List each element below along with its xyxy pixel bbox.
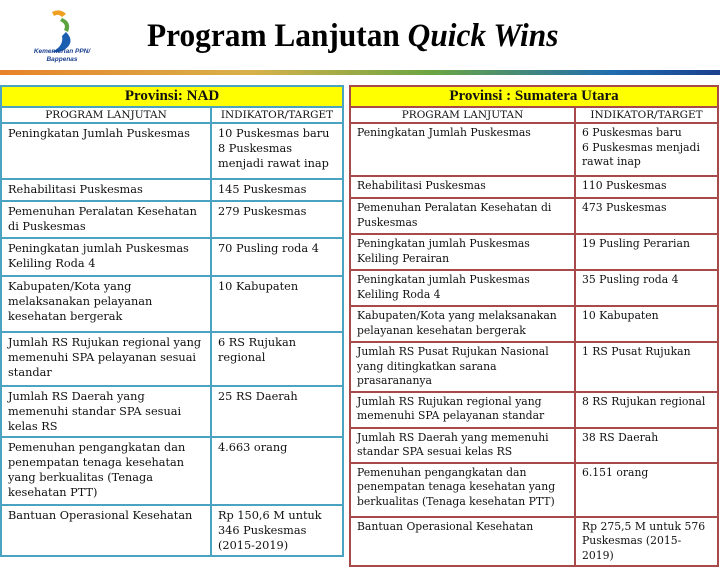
program-cell: Jumlah RS Rujukan regional yang memenuhi SPA pelayanan standar	[350, 392, 575, 428]
page-title	[147, 18, 558, 55]
indikator-cell: 6.151 orang	[575, 463, 718, 517]
program-cell: Kabupaten/Kota yang melaksanakan pelayanan kesehatan bergerak	[1, 276, 211, 332]
table-row	[1, 179, 343, 201]
indikator-cell: 4.663 orang	[211, 437, 343, 505]
indikator-cell: Rp 150,6 M untuk 346 Puskesmas (2015-2019)	[211, 505, 343, 556]
indikator-cell: 35 Pusling roda 4	[575, 270, 718, 306]
indikator-cell: 473 Puskesmas	[575, 198, 718, 234]
indikator-cell: 38 RS Daerah	[575, 428, 718, 463]
program-cell: Jumlah RS Daerah yang memenuhi standar SPA sesuai kelas RS	[350, 428, 575, 463]
nad-title-row	[1, 86, 343, 107]
col-header-indikator: INDIKATOR/TARGET	[575, 107, 718, 123]
table-row	[350, 176, 718, 198]
table-row	[1, 201, 343, 238]
table-row	[350, 306, 718, 342]
sumut-table	[349, 85, 719, 567]
col-header-program: PROGRAM LANJUTAN	[350, 107, 575, 123]
program-cell: Pemenuhan Peralatan Kesehatan di Puskesmas	[350, 198, 575, 234]
table-row	[1, 505, 343, 556]
table-row	[350, 234, 718, 270]
indikator-cell: 110 Puskesmas	[575, 176, 718, 198]
table-row	[350, 517, 718, 567]
program-cell: Jumlah RS Daerah yang memenuhi standar SPA sesuai kelas RS	[1, 386, 211, 437]
indikator-cell: 19 Pusling Perarian	[575, 234, 718, 270]
indikator-cell: 6 RS Rujukan regional	[211, 332, 343, 386]
program-cell: Peningkatan jumlah Puskesmas Keliling Roda 4	[1, 238, 211, 276]
program-cell: Bantuan Operasional Kesehatan	[1, 505, 211, 556]
table-row	[350, 270, 718, 306]
program-cell: Rehabilitasi Puskesmas	[1, 179, 211, 201]
indikator-cell: 1 RS Pusat Rujukan	[575, 342, 718, 392]
indikator-cell: 8 RS Rujukan regional	[575, 392, 718, 428]
sumut-column-headers	[350, 107, 718, 123]
table-row	[1, 437, 343, 505]
table-row	[1, 276, 343, 332]
sumut-title-row	[350, 86, 718, 107]
table-row	[1, 123, 343, 179]
table-row	[350, 428, 718, 463]
program-cell: Pemenuhan pengangkatan dan penempatan tenaga kesehatan yang berkualitas (Tenaga kesehatan PTT)	[350, 463, 575, 517]
page-title-plain: Program Lanjutan	[147, 18, 408, 54]
program-cell: Pemenuhan Peralatan Kesehatan di Puskesmas	[1, 201, 211, 238]
table-row	[350, 392, 718, 428]
program-cell: Kabupaten/Kota yang melaksanakan pelayanan kesehatan bergerak	[350, 306, 575, 342]
sumut-title: Provinsi : Sumatera Utara	[350, 86, 718, 107]
indikator-cell: 145 Puskesmas	[211, 179, 343, 201]
nad-column-headers	[1, 107, 343, 123]
page-title-italic: Quick Wins	[407, 18, 559, 54]
program-cell: Peningkatan jumlah Puskesmas Keliling Perairan	[350, 234, 575, 270]
program-cell: Bantuan Operasional Kesehatan	[350, 517, 575, 567]
table-row	[1, 332, 343, 386]
program-cell: Pemenuhan pengangkatan dan penempatan tenaga kesehatan yang berkualitas (Tenaga kesehatan PTT)	[1, 437, 211, 505]
indikator-cell: 10 Kabupaten	[575, 306, 718, 342]
table-row	[1, 386, 343, 437]
program-cell: Jumlah RS Pusat Rujukan Nasional yang ditingkatkan sarana prasarananya	[350, 342, 575, 392]
table-row	[350, 463, 718, 517]
indikator-cell: 25 RS Daerah	[211, 386, 343, 437]
col-header-program: PROGRAM LANJUTAN	[1, 107, 211, 123]
logo-text: Kementerian PPN/ Bappenas	[33, 48, 91, 63]
program-cell: Peningkatan jumlah Puskesmas Keliling Roda 4	[350, 270, 575, 306]
table-row	[350, 342, 718, 392]
indikator-cell: 10 Kabupaten	[211, 276, 343, 332]
program-cell: Peningkatan Jumlah Puskesmas	[350, 123, 575, 176]
nad-table	[0, 85, 344, 557]
table-row	[350, 123, 718, 176]
table-row	[1, 238, 343, 276]
indikator-cell: Rp 275,5 M untuk 576 Puskesmas (2015-2019)	[575, 517, 718, 567]
program-cell: Rehabilitasi Puskesmas	[350, 176, 575, 198]
indikator-cell: 279 Puskesmas	[211, 201, 343, 238]
indikator-cell: 6 Puskesmas baru 6 Puskesmas menjadi rawat inap	[575, 123, 718, 176]
table-row	[350, 198, 718, 234]
indikator-cell: 70 Pusling roda 4	[211, 238, 343, 276]
program-cell: Jumlah RS Rujukan regional yang memenuhi SPA pelayanan sesuai standar	[1, 332, 211, 386]
program-cell: Peningkatan Jumlah Puskesmas	[1, 123, 211, 179]
nad-title: Provinsi: NAD	[1, 86, 343, 107]
indikator-cell: 10 Puskesmas baru 8 Puskesmas menjadi rawat inap	[211, 123, 343, 179]
col-header-indikator: INDIKATOR/TARGET	[211, 107, 343, 123]
header-divider	[0, 70, 720, 75]
